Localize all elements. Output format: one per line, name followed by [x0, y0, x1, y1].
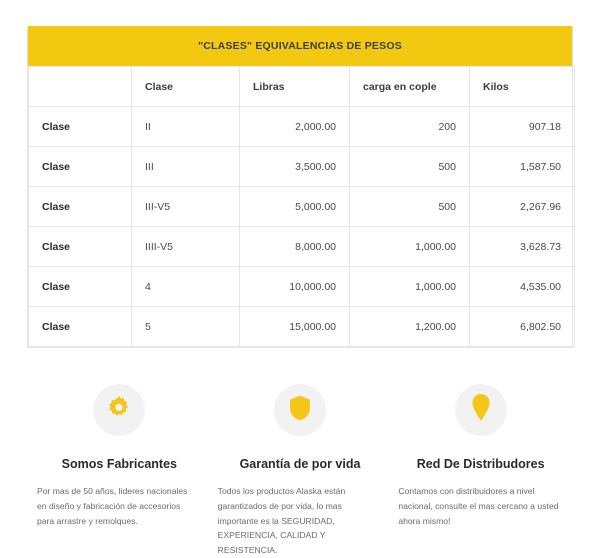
- table-body: [29, 107, 575, 347]
- cell-clase: 4: [132, 267, 240, 307]
- table-header-row: [29, 67, 575, 107]
- shield-icon: [287, 394, 313, 427]
- cell-kilos: 6,802.50: [470, 307, 575, 347]
- gear-icon: [105, 394, 133, 427]
- cell-clase: II: [132, 107, 240, 147]
- table-row: [29, 267, 575, 307]
- column-header-blank: [29, 67, 132, 107]
- row-label: Clase: [29, 267, 132, 307]
- cell-libras: 3,500.00: [240, 147, 350, 187]
- row-label: Clase: [29, 187, 132, 227]
- cell-kilos: 1,587.50: [470, 147, 575, 187]
- feature-title: Somos Fabricantes: [61, 457, 177, 471]
- cell-libras: 2,000.00: [240, 107, 350, 147]
- feature-icon-circle: [93, 384, 145, 436]
- features-section: [27, 384, 573, 558]
- equivalence-table-container: [27, 26, 573, 348]
- column-header-clase: Clase: [132, 67, 240, 107]
- cell-carga: 1,000.00: [350, 227, 470, 267]
- feature-text: Todos los productos Alaska están garantizados de por vida, lo mas importante es la SEGURIDAD, EXPERIENCIA, CALIDAD Y RESISTENCIA.: [217, 486, 346, 556]
- cell-clase: IIII-V5: [132, 227, 240, 267]
- row-label: Clase: [29, 227, 132, 267]
- table-title: "CLASES" EQUIVALENCIAS DE PESOS: [28, 26, 572, 66]
- feature-title: Red De Distribudores: [416, 457, 545, 471]
- cell-carga: 1,200.00: [350, 307, 470, 347]
- cell-libras: 8,000.00: [240, 227, 350, 267]
- table-row: [29, 187, 575, 227]
- feature-text: Contamos con distribuidores a nivel nacional, consulte el mas cercano a usted ahora mismo!: [398, 486, 559, 526]
- column-header-kilos: Kilos: [470, 67, 575, 107]
- cell-carga: 1,000.00: [350, 267, 470, 307]
- row-label: Clase: [29, 107, 132, 147]
- table-row: [29, 147, 575, 187]
- feature-text: Por mas de 50 años, lideres nacionales en diseño y fabricación de accesorios para arrastre y remolques.: [37, 486, 188, 526]
- cell-libras: 15,000.00: [240, 307, 350, 347]
- feature-red-de-distribudores: [390, 384, 571, 558]
- cell-clase: 5: [132, 307, 240, 347]
- table-row: [29, 227, 575, 267]
- cell-clase: III-V5: [132, 187, 240, 227]
- table-row: [29, 307, 575, 347]
- feature-garantia-de-por-vida: [210, 384, 391, 558]
- cell-kilos: 2,267.96: [470, 187, 575, 227]
- row-label: Clase: [29, 147, 132, 187]
- cell-clase: III: [132, 147, 240, 187]
- cell-carga: 500: [350, 187, 470, 227]
- column-header-libras: Libras: [240, 67, 350, 107]
- feature-icon-circle: [455, 384, 507, 436]
- table-row: [29, 107, 575, 147]
- feature-icon-circle: [274, 384, 326, 436]
- cell-kilos: 907.18: [470, 107, 575, 147]
- cell-libras: 5,000.00: [240, 187, 350, 227]
- cell-libras: 10,000.00: [240, 267, 350, 307]
- feature-somos-fabricantes: [29, 384, 210, 558]
- table-header: [29, 67, 575, 107]
- cell-kilos: 3,628.73: [470, 227, 575, 267]
- cell-carga: 500: [350, 147, 470, 187]
- location-pin-icon: [470, 393, 492, 428]
- column-header-carga-en-cople: carga en cople: [350, 67, 470, 107]
- cell-carga: 200: [350, 107, 470, 147]
- cell-kilos: 4,535.00: [470, 267, 575, 307]
- feature-title: Garantía de por vida: [239, 457, 361, 471]
- row-label: Clase: [29, 307, 132, 347]
- equivalence-table: [28, 66, 575, 347]
